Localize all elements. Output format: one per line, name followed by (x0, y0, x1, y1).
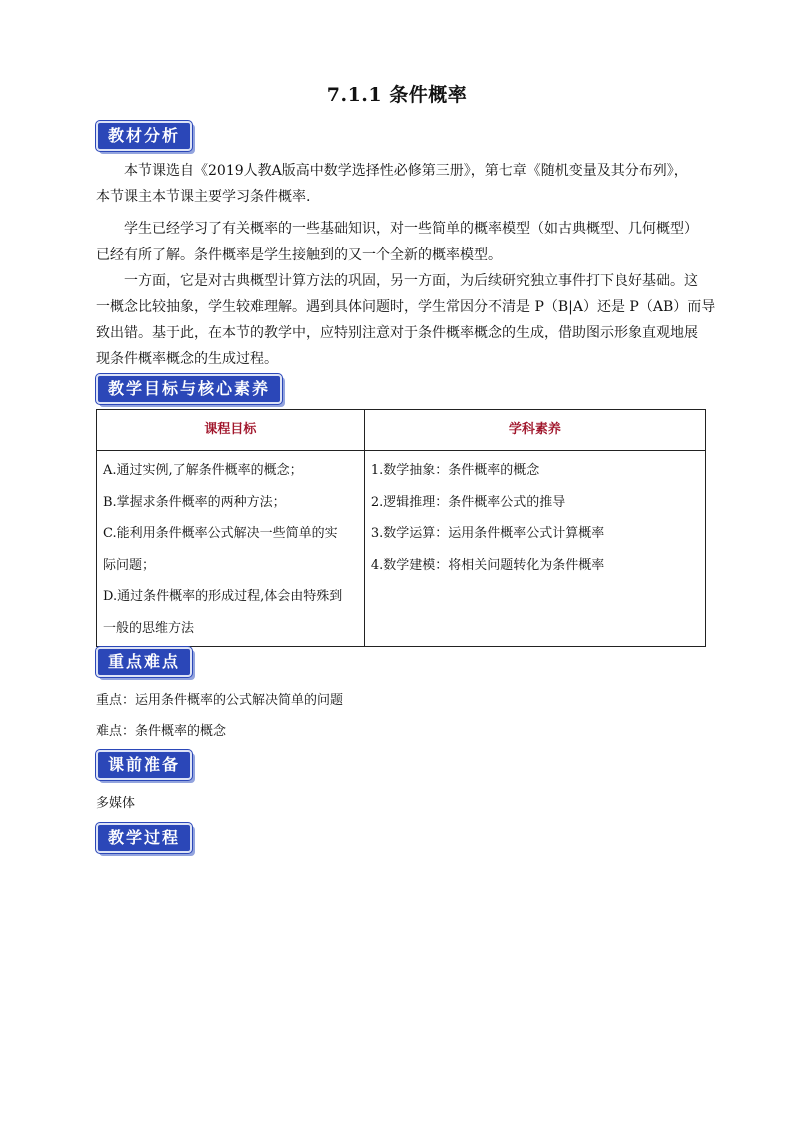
key-point-text: 重点：运用条件概率的公式解决简单的问题 (96, 693, 344, 708)
difficult-point-text: 难点：条件概率的概念 (96, 724, 227, 739)
list-item: 3.数学运算：运用条件概率公式计算概率 (370, 526, 605, 541)
literacy-cell (364, 451, 705, 647)
section-badge-analysis: 教材分析 (96, 121, 192, 151)
text-line: 已经有所了解。条件概率是学生接触到的又一个全新的概率模型。 (96, 247, 502, 263)
header-literacy: 学科素养 (364, 410, 705, 451)
text-line: 本节课主本节课主要学习条件概率. (96, 189, 311, 205)
list-item: D.通过条件概率的形成过程,体会由特殊到 (103, 589, 343, 604)
section-badge-preparation: 课前准备 (96, 750, 192, 780)
table-row (97, 451, 706, 647)
section-badge-process: 教学过程 (96, 823, 192, 853)
section-badge-objectives: 教学目标与核心素养 (96, 374, 282, 404)
analysis-paragraph-1 (96, 158, 708, 210)
text-line: 现条件概率概念的生成过程。 (96, 351, 278, 367)
course-goals-cell (97, 451, 365, 647)
list-item: C.能利用条件概率公式解决一些简单的实 (103, 526, 338, 541)
header-course-goals: 课程目标 (97, 410, 365, 451)
list-item: 2.逻辑推理：条件概率公式的推导 (370, 494, 566, 510)
text-line: 致出错。基于此，在本节的教学中，应特别注意对于条件概率概念的生成，借助图示形象直观地展 (96, 325, 698, 341)
text-line: 一方面，它是对古典概型计算方法的巩固，另一方面，为后续研究独立事件打下良好基础。这 (124, 273, 698, 289)
document-title: 7.1.1 条件概率 (326, 84, 468, 106)
text-line: 本节课选自《2019人教A版高中数学选择性必修第三册》，第七章《随机变量及其分布列》， (124, 163, 688, 179)
preparation-text: 多媒体 (96, 796, 136, 811)
list-item: 一般的思维方法 (103, 620, 195, 636)
text-line: 学生已经学习了有关概率的一些基础知识，对一些简单的概率模型（如古典概型、几何概型） (124, 221, 698, 237)
list-item: 4.数学建模：将相关问题转化为条件概率 (370, 557, 605, 573)
list-item: B.掌握求条件概率的两种方法； (103, 494, 286, 510)
list-item: 际问题； (103, 557, 156, 573)
table-header-row (97, 410, 706, 451)
section-badge-keypoints: 重点难点 (96, 647, 192, 677)
list-item: 1.数学抽象：条件概率的概念 (370, 463, 540, 478)
analysis-paragraph-3 (96, 268, 716, 372)
list-item: A.通过实例,了解条件概率的概念； (103, 463, 303, 478)
text-line: 一概念比较抽象，学生较难理解。遇到具体问题时，学生常因分不清是 P（B|A）还是 P（AB）而导 (96, 299, 716, 315)
objectives-table (96, 409, 706, 647)
analysis-paragraph-2 (96, 216, 708, 268)
